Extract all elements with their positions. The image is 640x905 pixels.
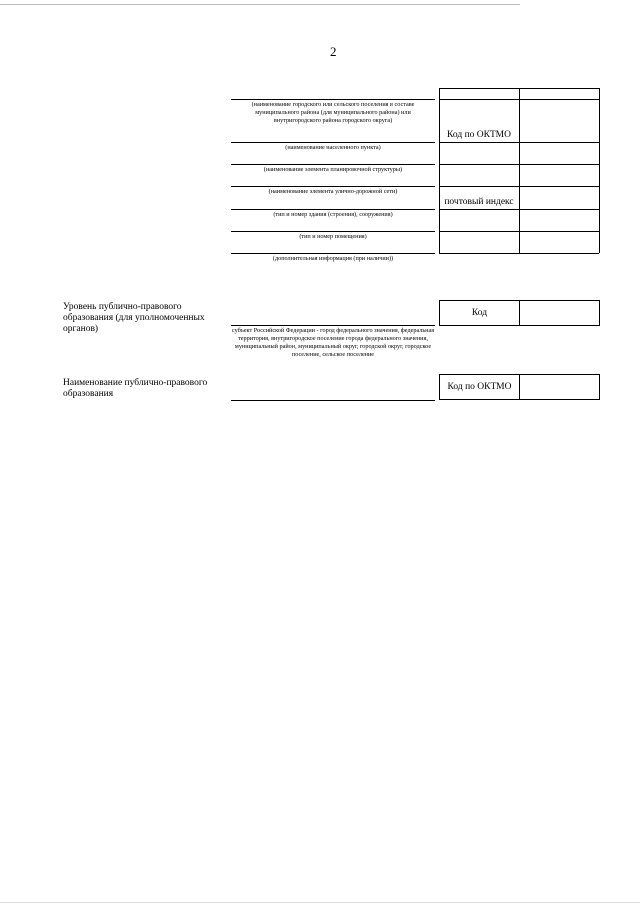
bottom-scan-edge bbox=[0, 902, 640, 903]
page-number: 2 bbox=[330, 44, 337, 59]
entity-oktmo-value-cell[interactable] bbox=[520, 375, 599, 399]
premises-caption: (тип и номер помещения) bbox=[299, 233, 367, 240]
level-code-label: Код bbox=[471, 308, 488, 318]
planning-element-caption: (наименование элемента планировочной структуры) bbox=[263, 166, 403, 173]
settlement-caption: (наименование городского или сельского поселения в составе муниципального района (для муниципального района) или внутригородского района городского округа) bbox=[251, 101, 415, 124]
additional-info-field-line bbox=[231, 253, 435, 254]
oktmo-label: Код по ОКТМО bbox=[447, 130, 511, 140]
entity-oktmo-label: Код по ОКТМО bbox=[447, 382, 512, 392]
entity-oktmo-box bbox=[439, 374, 600, 400]
street-element-caption: (наименование элемента улично-дорожной сети) bbox=[268, 188, 398, 195]
level-code-value-cell[interactable] bbox=[520, 301, 599, 325]
oktmo-value-cell[interactable] bbox=[520, 100, 599, 142]
level-caption: субъект Российской Федерации - город федерального значения, федеральная территория, внутригородское поселение города федерального значения, муниципальный район, муниципальный округ, городской округ, городское поселение, сельское поселение bbox=[231, 327, 435, 358]
locality-field-line bbox=[231, 142, 435, 143]
top-scan-edge bbox=[0, 4, 520, 5]
street-element-field-line bbox=[231, 186, 435, 187]
postal-code-label: почтовый индекс bbox=[444, 197, 514, 207]
entity-name-field-line[interactable] bbox=[231, 400, 435, 401]
premises-field-line bbox=[231, 231, 435, 232]
level-code-box bbox=[439, 300, 600, 326]
level-label: Уровень публично-правового образования (для уполномоченных органов) bbox=[63, 302, 205, 334]
locality-caption: (наименование населенного пункта) bbox=[285, 144, 381, 151]
settlement-field-line bbox=[231, 99, 435, 100]
additional-info-caption: (дополнительная информация (при наличии)) bbox=[272, 255, 394, 262]
postal-code-value-cell[interactable] bbox=[520, 187, 599, 209]
level-field-line[interactable] bbox=[231, 325, 435, 326]
planning-element-field-line bbox=[231, 164, 435, 165]
building-caption: (тип и номер здания (строения), сооружения) bbox=[273, 211, 393, 218]
entity-name-label: Наименование публично-правового образования bbox=[63, 378, 208, 399]
building-field-line bbox=[231, 209, 435, 210]
